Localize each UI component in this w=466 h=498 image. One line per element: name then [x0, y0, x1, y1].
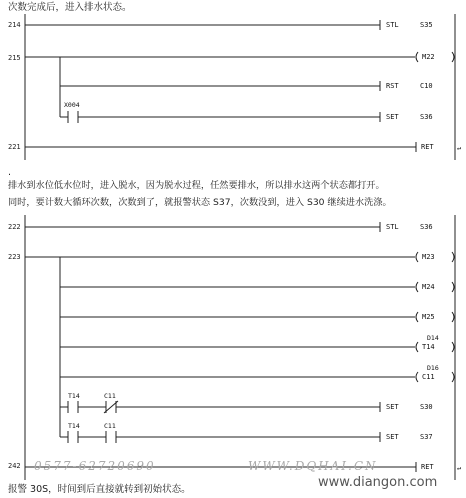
paragraph-2b: 同时，要计数大循环次数，次数到了，就报警状态 S37，次数没到，进入 S30 继续进水洗涤。 [8, 197, 392, 208]
timer-constant: D14 [427, 334, 439, 342]
coil-m24: M24 [422, 283, 435, 291]
paragraph-1: 次数完成后，进入排水状态。 [8, 2, 132, 13]
coil-m25: M25 [422, 313, 435, 321]
rung-number: 221 [8, 143, 21, 151]
rung-number: 215 [8, 54, 21, 62]
contact-label: T14 [68, 422, 80, 430]
instr-operand: S37 [420, 433, 433, 441]
instr-operand: C10 [420, 82, 433, 90]
instr-rst: RST [386, 82, 399, 90]
coil-t14: T14 [422, 343, 435, 351]
instr-operand: S36 [420, 113, 433, 121]
watermark-phone: 0577-62720690 [34, 459, 156, 473]
contact-label: C11 [104, 422, 116, 430]
paragraph-2a: 排水到水位低水位时，进入脱水，因为脱水过程，任然要排水，所以排水这两个状态都打开。 [8, 180, 385, 191]
rung-number: 214 [8, 21, 21, 29]
instr-set: SET [386, 433, 399, 441]
contact-label: X004 [64, 101, 80, 109]
coil-m23: M23 [422, 253, 435, 261]
rung-number: 242 [8, 462, 21, 470]
instr-operand: S30 [420, 403, 433, 411]
rung-number: 222 [8, 223, 21, 231]
instr-stl: STL [386, 21, 399, 29]
coil-c11: C11 [422, 373, 435, 381]
instr-stl: STL [386, 223, 399, 231]
paragraph-mark: . [8, 167, 12, 178]
watermark-site-2: www.diangon.com [318, 475, 438, 490]
rung-number: 223 [8, 253, 21, 261]
instr-operand: S36 [420, 223, 433, 231]
instr-operand: S35 [420, 21, 433, 29]
coil-m22: M22 [422, 53, 435, 61]
return-mark: ↵ [457, 144, 462, 152]
contact-label: T14 [68, 392, 80, 400]
counter-constant: D16 [427, 364, 439, 372]
instr-ret: RET [421, 463, 434, 471]
paragraph-3: 报警 30S，时间到后直接就转到初始状态。 [8, 484, 191, 495]
watermark-site: WWW.DQHAI.CN [248, 459, 378, 473]
instr-set: SET [386, 403, 399, 411]
return-mark: ↵ [457, 464, 462, 472]
instr-ret: RET [421, 143, 434, 151]
instr-set: SET [386, 113, 399, 121]
contact-label: C11 [104, 392, 116, 400]
